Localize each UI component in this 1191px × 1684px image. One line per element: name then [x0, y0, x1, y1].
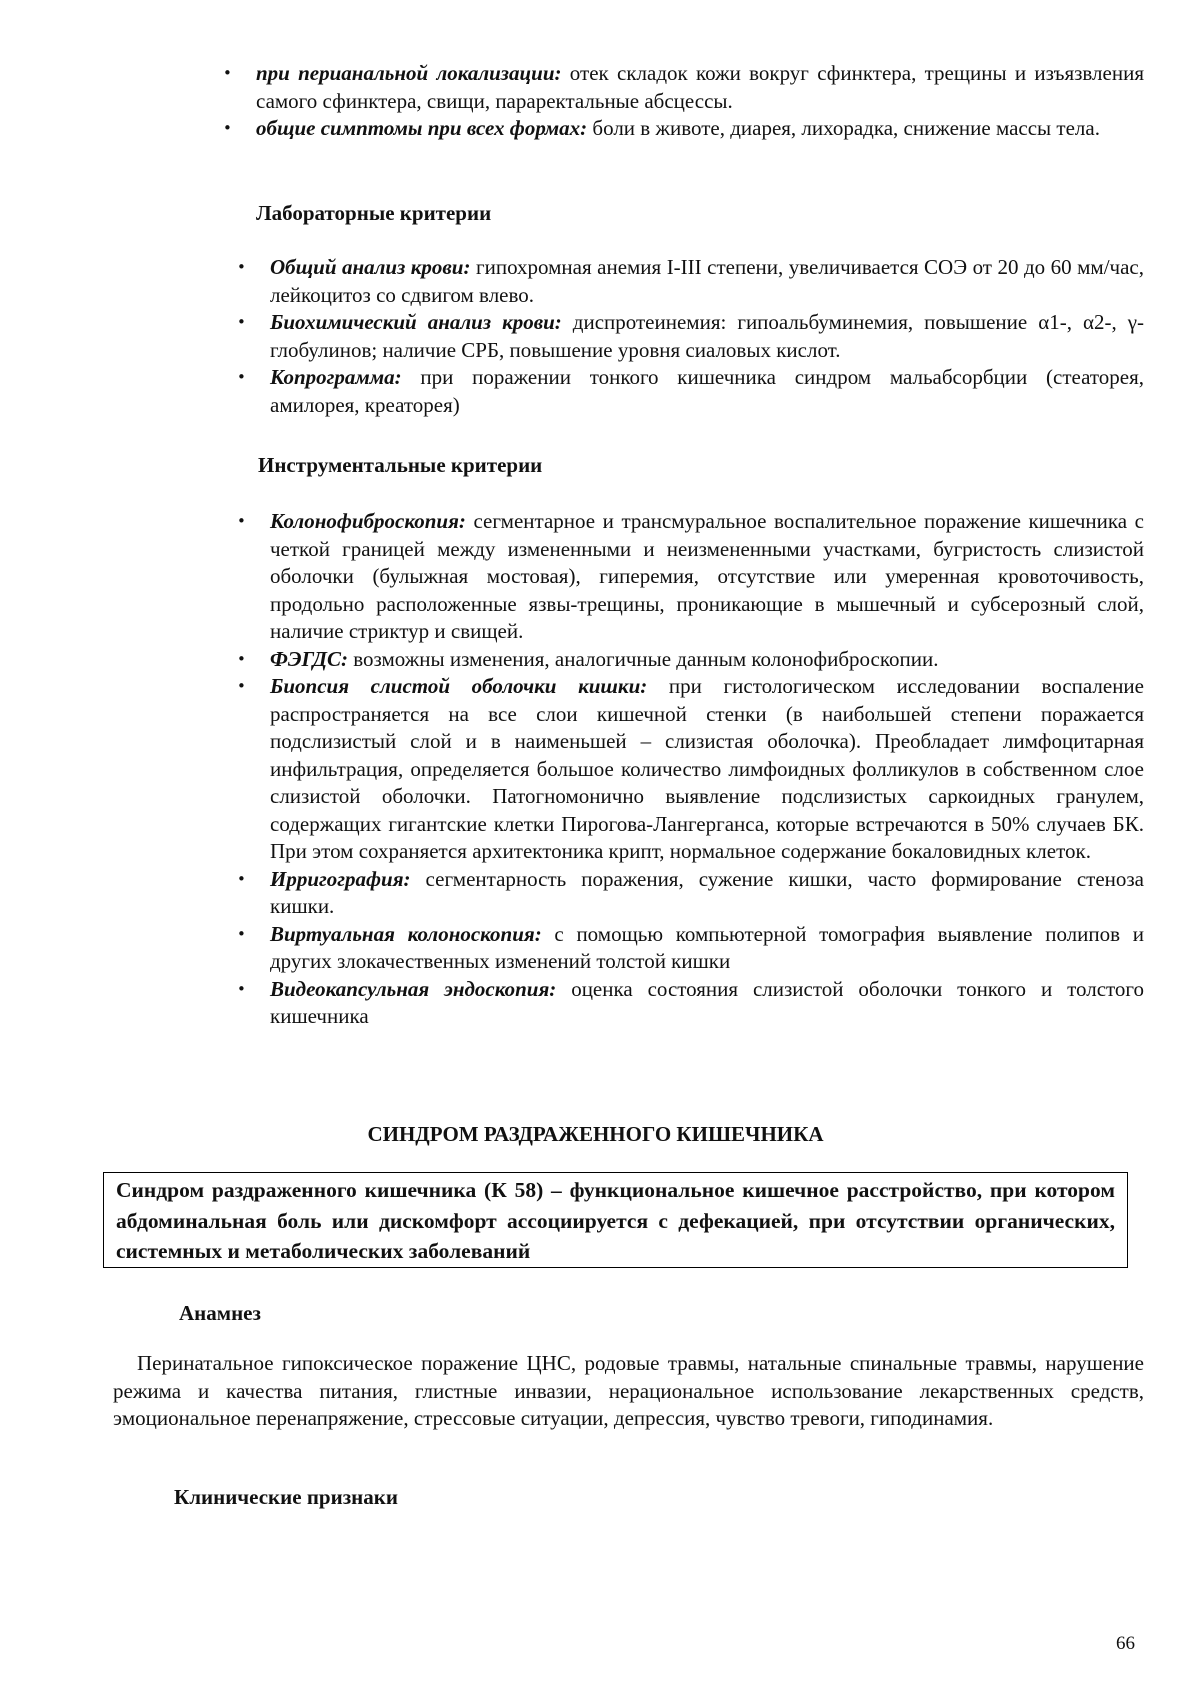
list-item-text: сегментарное и трансмуральное воспалительное поражение кишечника с четкой границей между измененными и неизмененными участками, бугристость слизистой оболочки (булыжная мостовая), гиперемия, отсутствие или умеренная кровоточивость, продольно расположенные язвы-трещины, проникающие в мышечный и субсерозный слой, наличие стриктур и свищей. [270, 509, 1144, 643]
page-number: 66 [1116, 1633, 1135, 1654]
clinical-signs-heading: Клинические признаки [174, 1485, 398, 1509]
bullet-icon: • [237, 924, 246, 943]
list-item-text: отек складок кожи вокруг сфинктера, трещины и изъязвления самого сфинктера, свищи, параректальные абсцессы. [256, 61, 1144, 113]
list-item-text: боли в животе, диарея, лихорадка, снижение массы тела. [587, 116, 1100, 140]
bullet-icon: • [237, 258, 246, 276]
list-item-term: при перианальной локализации: [256, 61, 562, 85]
list-item [237, 673, 1144, 866]
bullet-icon: • [237, 869, 246, 888]
list-item-term: Копрограмма: [270, 365, 402, 389]
list-item-term: общие симптомы при всех формах: [256, 116, 588, 140]
list-item-term: Биохимический анализ крови: [270, 310, 562, 334]
list-item [237, 646, 1144, 674]
list-item-term: Ирригография: [270, 866, 411, 891]
list-item-text: при поражении тонкого кишечника синдром мальабсорбции (стеаторея, амилорея, креаторея) [270, 365, 1144, 417]
list-item [237, 866, 1144, 921]
list-item-text: с помощью компьютерной томография выявление полипов и других злокачественных изменений толстой кишки [270, 921, 1144, 973]
lab-criteria-heading: Лабораторные критерии [256, 201, 492, 225]
list-item [237, 976, 1145, 1031]
list-item-term: Общий анализ крови: [270, 255, 471, 279]
list-item-term: Биопсия слистой оболочки кишки: [270, 674, 648, 698]
bullet-icon: • [223, 119, 232, 137]
bullet-icon: • [237, 677, 246, 695]
anamnesis-paragraph: Перинатальное гипоксическое поражение ЦНС, родовые травмы, натальные спинальные травмы, нарушение режима и качества питания, глистные инвазии, нерациональное использование лекарственных средств, эмоциональное перенапряжение, стрессовые ситуации, депрессия, чувство тревоги, гиподинамия. [113, 1351, 1144, 1430]
list-item-text: диспротеинемия: гипоальбуминемия, повышение α1-, α2-, γ-глобулинов; наличие СРБ, повышение уровня сиаловых кислот. [270, 310, 1144, 362]
list-item [223, 115, 1144, 143]
syndrome-heading: СИНДРОМ РАЗДРАЖЕННОГО КИШЕЧНИКА [367, 1122, 824, 1146]
list-item-text: оценка состояния слизистой оболочки тонкого и толстого кишечника [270, 976, 1145, 1028]
top-bullet-list [223, 60, 1144, 143]
list-item [237, 309, 1144, 364]
list-item [237, 254, 1144, 309]
anamnesis-heading: Анамнез [179, 1301, 261, 1325]
instrumental-criteria-list [237, 508, 1145, 1031]
list-item [237, 508, 1144, 646]
bullet-icon: • [237, 649, 246, 668]
bullet-icon: • [223, 64, 232, 82]
bullet-icon: • [237, 313, 246, 331]
list-item [223, 60, 1144, 115]
bullet-icon: • [237, 979, 246, 998]
bullet-icon: • [237, 368, 246, 386]
bullet-icon: • [237, 512, 246, 530]
list-item-term: Виртуальная колоноскопия: [270, 921, 542, 946]
lab-criteria-list [237, 254, 1144, 419]
list-item-text: сегментарность поражения, сужение кишки, часто формирование стеноза кишки. [270, 866, 1144, 918]
list-item-term: Колонофиброскопия: [270, 509, 466, 533]
list-item-term: ФЭГДС: [270, 646, 348, 671]
instrumental-criteria-heading: Инструментальные критерии [258, 453, 543, 477]
list-item-text: гипохромная анемия I-III степени, увеличивается СОЭ от 20 до 60 мм/час, лейкоцитоз со сдвигом влево. [270, 255, 1144, 307]
list-item [237, 921, 1144, 976]
list-item-text: при гистологическом исследовании воспаление распространяется на все слои кишечной стенки (в наибольшей степени поражается подслизистый слой и в наименьшей – слизистая оболочка). Преобладает лимфоцитарная инфильтрация, определяется большое количество лимфоидных фолликулов в собственном слое слизистой оболочки. Патогномонично выявление подслизистых саркоидных гранулем, содержащих гигантские клетки Пирогова-Лангерганса, которые встречаются в 50% случаев БК. При этом сохраняется архитектоника крипт, нормальное содержание бокаловидных клеток. [270, 674, 1144, 863]
list-item-text: возможны изменения, аналогичные данным колонофиброскопии. [347, 646, 939, 671]
list-item [237, 364, 1144, 419]
definition-box: Синдром раздраженного кишечника (К 58) – функциональное кишечное расстройство, при котором абдоминальная боль или дискомфорт ассоциируется с дефекацией, при отсутствии органических, системных и метаболических заболеваний [103, 1172, 1128, 1268]
list-item-term: Видеокапсульная эндоскопия: [270, 976, 557, 1001]
